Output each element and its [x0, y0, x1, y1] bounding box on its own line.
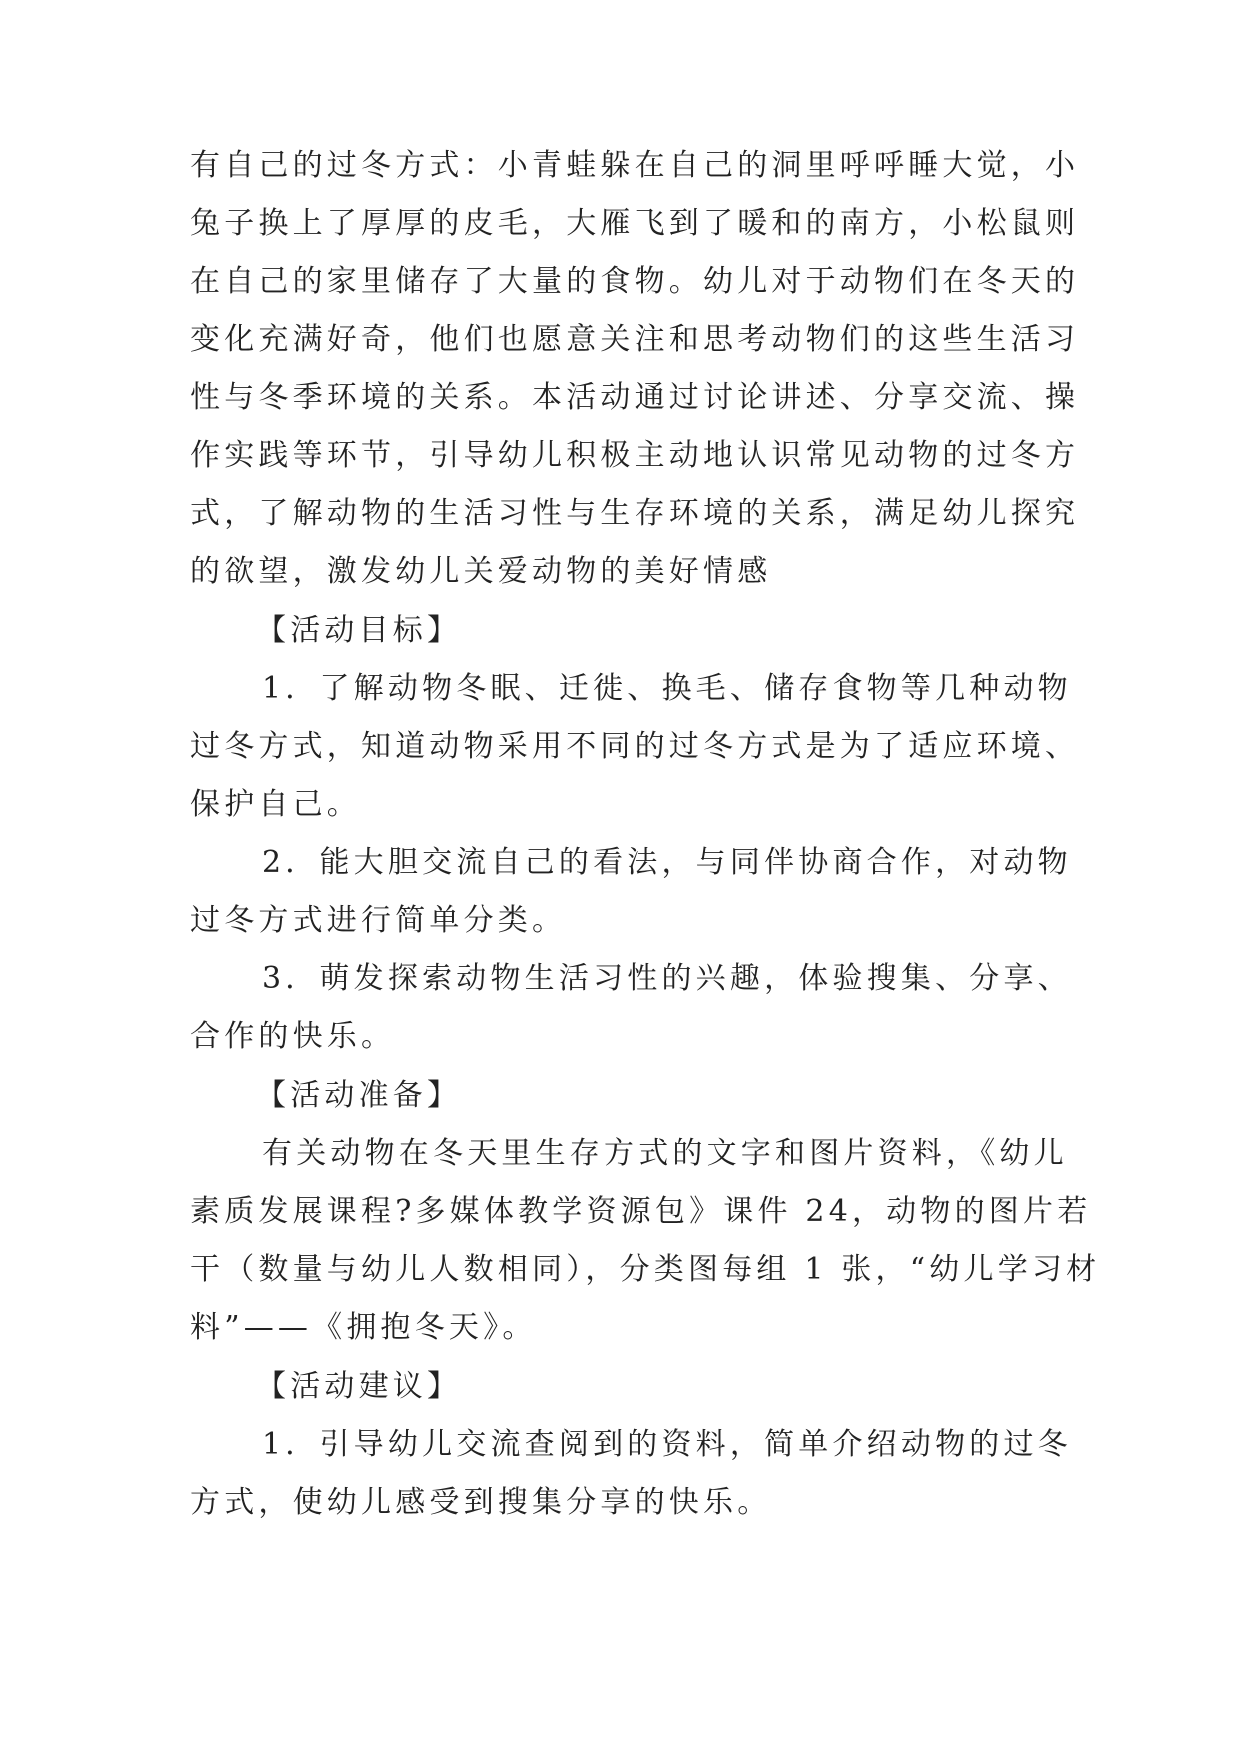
- goal-3-line-2: 合作的快乐。: [190, 1019, 396, 1054]
- intro-line-3: 在自己的家里储存了大量的食物。幼儿对于动物们在冬天的: [190, 264, 1080, 299]
- intro-line-1: 有自己的过冬方式：小青蛙躲在自己的洞里呼呼睡大觉，小: [190, 148, 1080, 183]
- goal-3-line-1: 3．萌发探索动物生活习性的兴趣，体验搜集、分享、: [262, 961, 1072, 996]
- section-heading-advice: 【活动建议】: [256, 1369, 462, 1404]
- goal-2-line-2: 过冬方式进行简单分类。: [190, 903, 567, 938]
- intro-line-4: 变化充满好奇，他们也愿意关注和思考动物们的这些生活习: [190, 322, 1080, 357]
- goal-1-line-2: 过冬方式，知道动物采用不同的过冬方式是为了适应环境、: [190, 729, 1080, 764]
- goal-1-line-1: 1．了解动物冬眠、迁徙、换毛、储存食物等几种动物: [262, 671, 1072, 706]
- intro-line-6: 作实践等环节，引导幼儿积极主动地认识常见动物的过冬方: [190, 438, 1080, 473]
- advice-1-line-2: 方式，使幼儿感受到搜集分享的快乐。: [190, 1485, 772, 1520]
- section-heading-prep: 【活动准备】: [256, 1078, 462, 1113]
- goal-2-line-1: 2．能大胆交流自己的看法，与同伴协商合作，对动物: [262, 845, 1072, 880]
- intro-line-8: 的欲望，激发幼儿关爱动物的美好情感: [190, 554, 772, 589]
- intro-line-7: 式，了解动物的生活习性与生存环境的关系，满足幼儿探究: [190, 496, 1080, 531]
- prep-line-4: 料”——《拥抱冬天》。: [190, 1310, 537, 1345]
- prep-line-1: 有关动物在冬天里生存方式的文字和图片资料，《幼儿: [262, 1136, 1068, 1171]
- prep-line-3: 干（数量与幼儿人数相同），分类图每组 1 张，“幼儿学习材: [190, 1252, 1101, 1287]
- advice-1-line-1: 1．引导幼儿交流查阅到的资料，简单介绍动物的过冬: [262, 1427, 1072, 1462]
- prep-line-2: 素质发展课程?多媒体教学资源包》课件 24，动物的图片若: [190, 1194, 1092, 1229]
- section-heading-goals: 【活动目标】: [256, 613, 462, 648]
- intro-line-2: 兔子换上了厚厚的皮毛，大雁飞到了暖和的南方，小松鼠则: [190, 206, 1080, 241]
- intro-line-5: 性与冬季环境的关系。本活动通过讨论讲述、分享交流、操: [190, 380, 1080, 415]
- goal-1-line-3: 保护自己。: [190, 787, 361, 822]
